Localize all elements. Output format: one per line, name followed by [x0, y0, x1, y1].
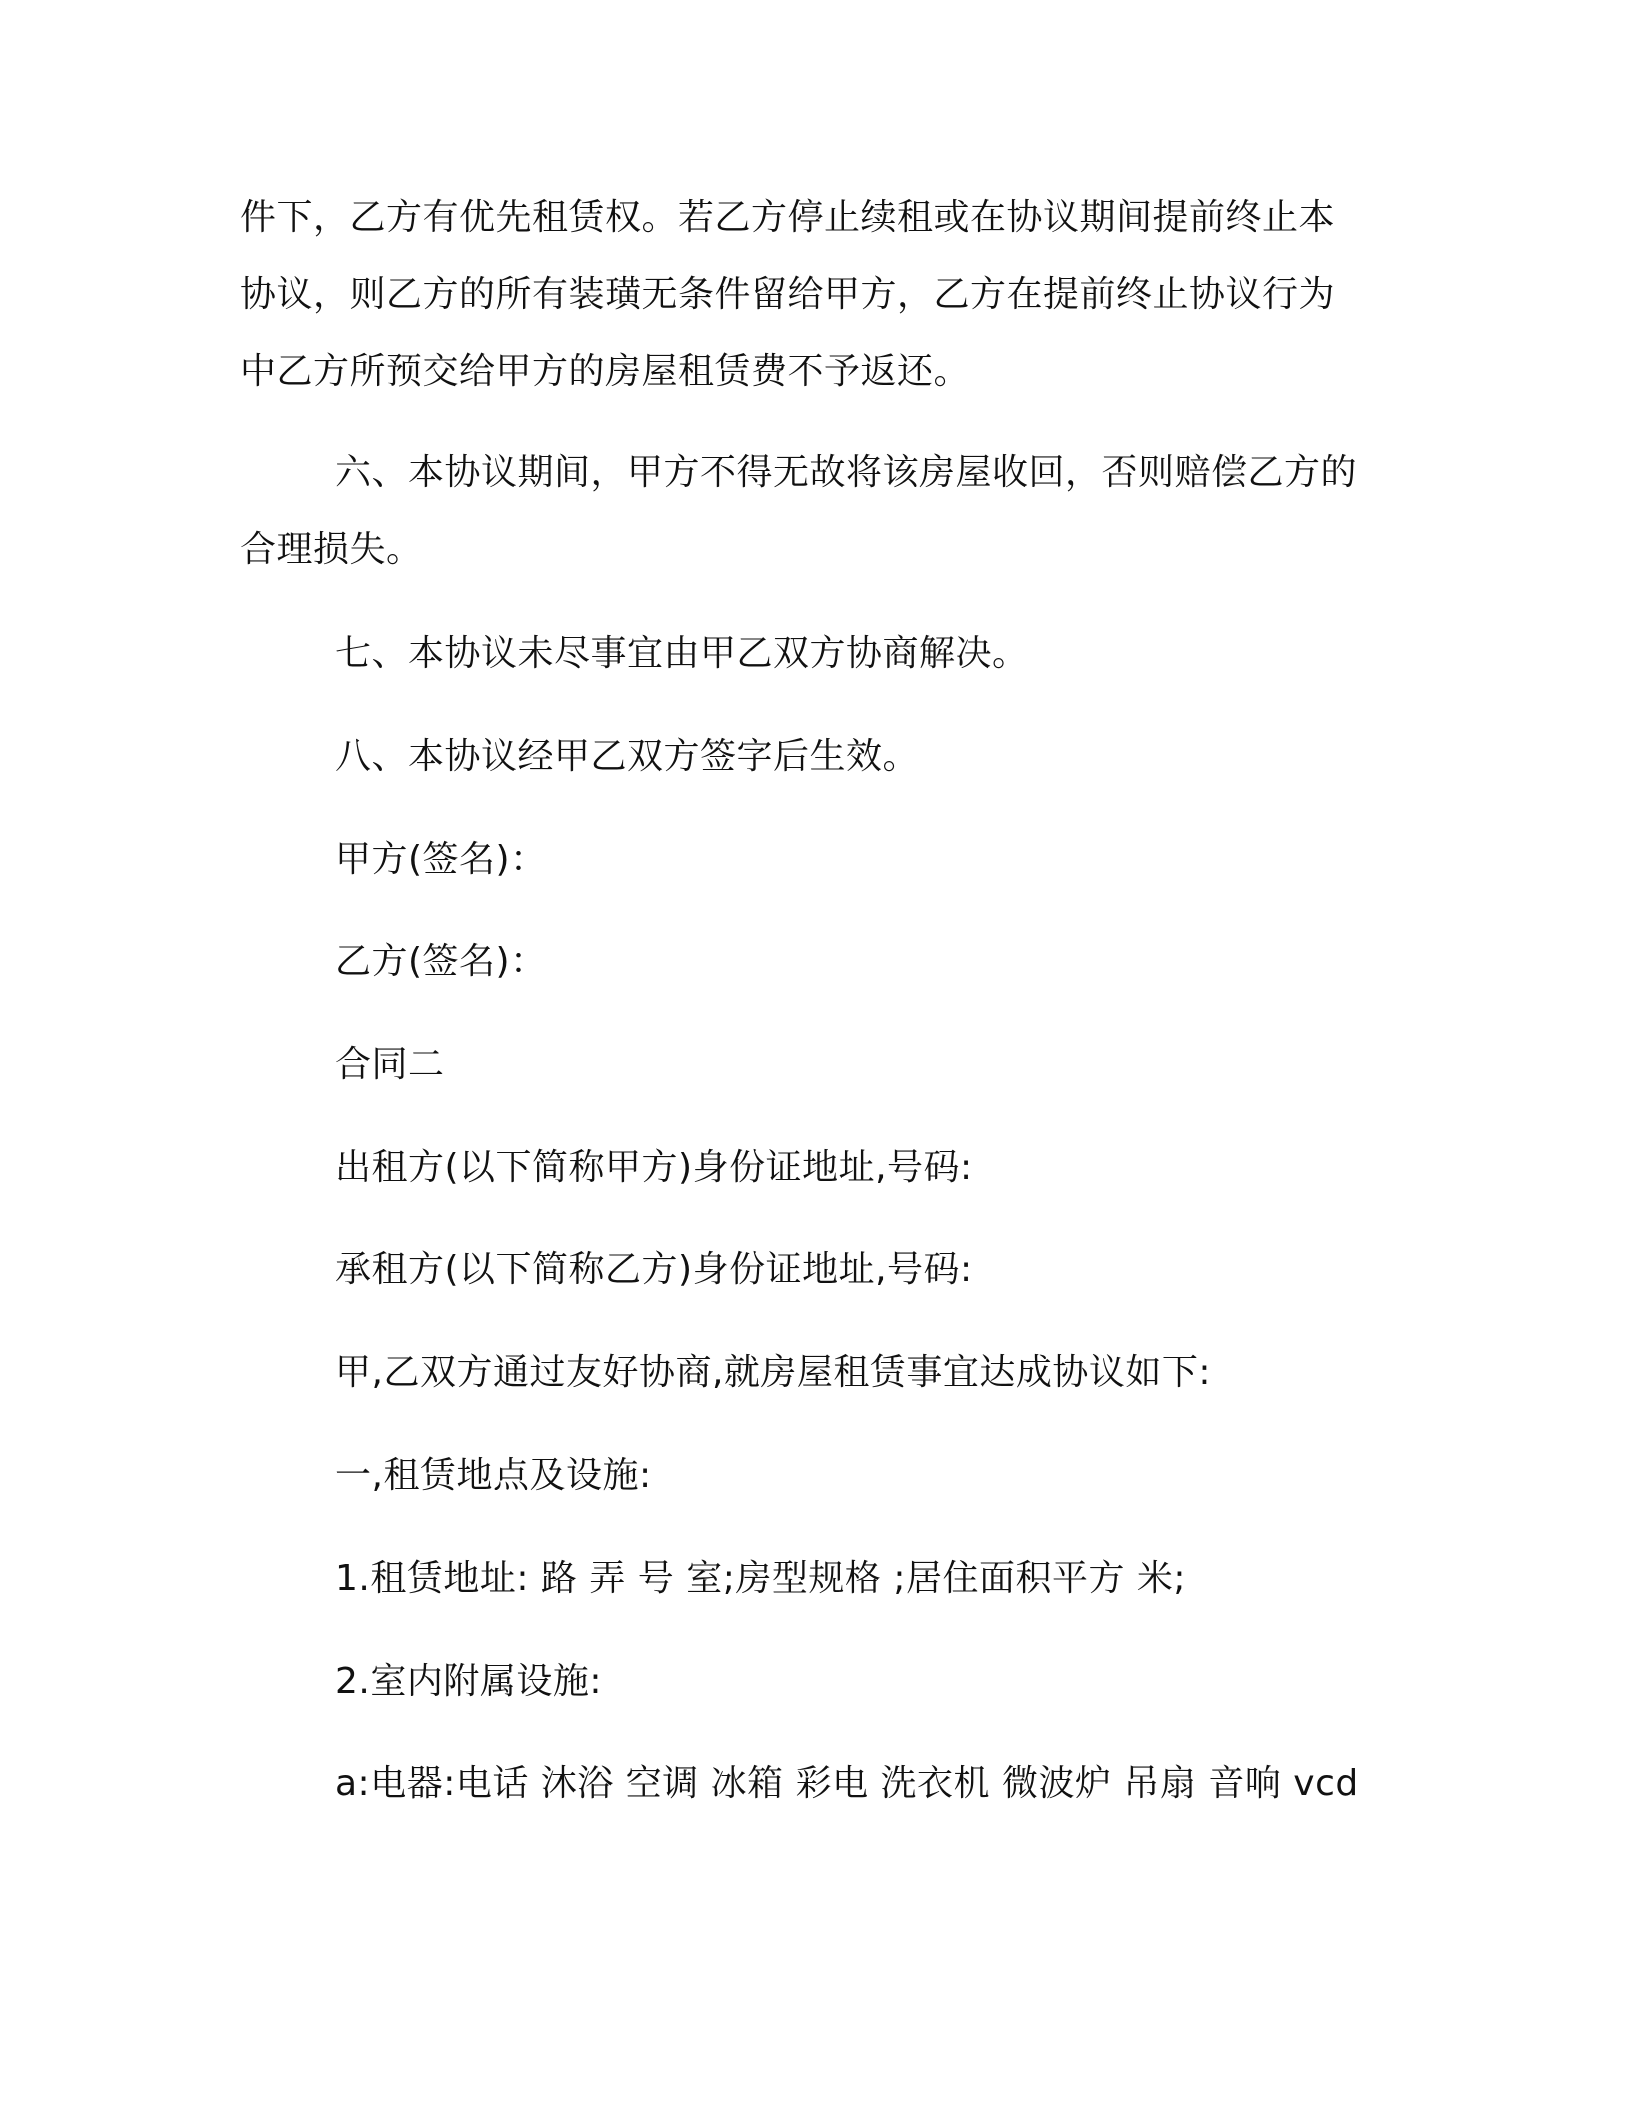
lessee-line: 承租方(以下简称乙方)身份证地址,号码:	[335, 1249, 973, 1290]
party-b-signature: 乙方(签名)：	[335, 941, 547, 982]
section-one-heading: 一,租赁地点及设施:	[335, 1455, 652, 1496]
agreement-intro: 甲,乙双方通过友好协商,就房屋租赁事宜达成协议如下:	[335, 1352, 1212, 1393]
clause-six-line-2: 合理损失。	[240, 529, 423, 570]
contract-two-title: 合同二	[335, 1044, 445, 1085]
item-a-appliances: a:电器:电话 沐浴 空调 冰箱 彩电 洗衣机 微波炉 吊扇 音响 vcd	[335, 1763, 1359, 1804]
item-two: 2.室内附属设施:	[335, 1661, 602, 1702]
clause-seven: 七、本协议未尽事宜由甲乙双方协商解决。	[335, 633, 1029, 674]
item-one: 1.租赁地址: 路 弄 号 室;房型规格 ;居住面积平方 米;	[335, 1558, 1187, 1599]
lessor-line: 出租方(以下简称甲方)身份证地址,号码:	[335, 1147, 973, 1188]
continuation-line-2: 协议，则乙方的所有装璜无条件留给甲方，乙方在提前终止协议行为	[240, 274, 1336, 315]
clause-six-line-1: 六、本协议期间，甲方不得无故将该房屋收回，否则赔偿乙方的	[335, 452, 1358, 493]
clause-eight: 八、本协议经甲乙双方签字后生效。	[335, 736, 920, 777]
continuation-line-1: 件下，乙方有优先租赁权。若乙方停止续租或在协议期间提前终止本	[240, 197, 1336, 238]
party-a-signature: 甲方(签名)：	[335, 839, 547, 880]
continuation-line-3: 中乙方所预交给甲方的房屋租赁费不予返还。	[240, 351, 971, 392]
